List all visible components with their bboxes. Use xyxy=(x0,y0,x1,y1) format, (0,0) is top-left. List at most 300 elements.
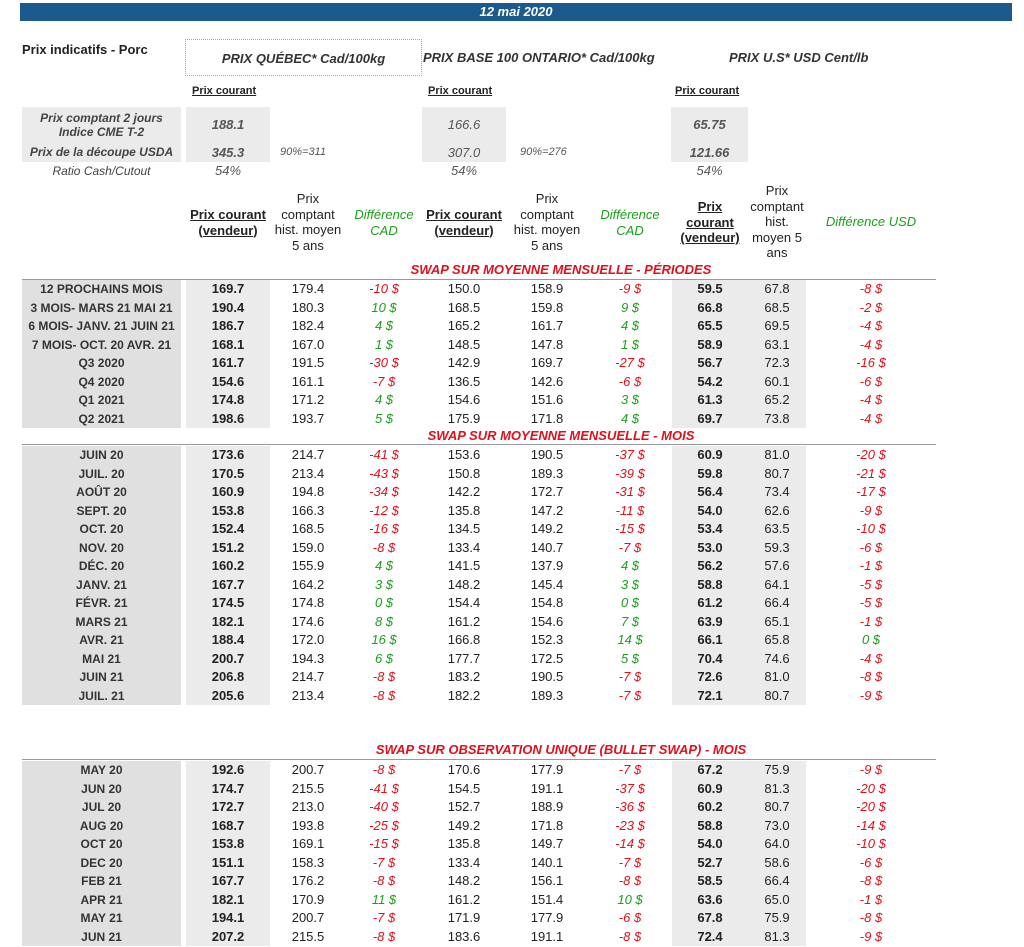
section1-cell: 158.9 xyxy=(530,281,564,296)
section1-cell: 167.0 xyxy=(291,336,325,352)
section1-row-label: 6 MOIS- JANV. 21 JUIN 21 xyxy=(28,319,175,333)
section3-cell: 200.7 xyxy=(291,762,325,777)
hdr-qc-diff: Différence CAD xyxy=(354,207,414,238)
market-quebec: PRIX QUÉBEC* Cad/100kg xyxy=(185,39,422,76)
section2-cell: 14 $ xyxy=(617,632,643,647)
section3-cell: 200.7 xyxy=(291,910,325,925)
section1-row-label: 7 MOIS- OCT. 20 AVR. 21 xyxy=(31,337,172,352)
section2-cell: -12 $ xyxy=(369,502,399,518)
section3-cell: 65.0 xyxy=(764,891,790,907)
section3-row-label: FEB 21 xyxy=(81,874,122,888)
section3-cell: 10 $ xyxy=(617,891,643,907)
section2-cell: 5 $ xyxy=(620,650,640,666)
section1-cell: 61.3 xyxy=(697,392,723,407)
section2-cell: 63.5 xyxy=(764,521,790,536)
section3-cell: 75.9 xyxy=(764,762,790,777)
section1-cell: 1 $ xyxy=(374,336,394,352)
section3-row-label: MAY 21 xyxy=(80,911,123,925)
section2-cell: 142.2 xyxy=(447,484,481,499)
section1-cell: 63.1 xyxy=(764,336,790,352)
section3-cell: 158.3 xyxy=(291,854,325,870)
section2-cell: 3 $ xyxy=(374,576,394,592)
section3-cell: 168.7 xyxy=(211,817,245,833)
section2-cell: -8 $ xyxy=(372,669,396,684)
section2-cell: -16 $ xyxy=(369,521,399,536)
section2-cell: 70.4 xyxy=(697,650,723,666)
section2-cell: 133.4 xyxy=(447,539,481,555)
section1-cell: -4 $ xyxy=(859,318,883,333)
section1-cell: 3 $ xyxy=(620,392,640,407)
section2-cell: 153.6 xyxy=(447,447,481,462)
section1-cell: 59.5 xyxy=(697,281,723,296)
section1-row-label: Q1 2021 xyxy=(78,393,125,407)
section2-cell: 16 $ xyxy=(371,632,397,647)
section2-cell: 59.8 xyxy=(697,465,723,481)
prix-courant-label-us: Prix courant xyxy=(675,85,740,97)
section3-cell: 154.5 xyxy=(447,780,481,796)
section1-cell: 9 $ xyxy=(620,299,640,315)
section3-cell: 156.1 xyxy=(530,873,564,888)
spot-us-cash: 65.75 xyxy=(693,117,726,132)
section1-cell: 142.9 xyxy=(447,355,481,370)
hdr-qc-pc: Prix courant (vendeur) xyxy=(190,207,266,238)
section3-cell: -6 $ xyxy=(618,910,642,925)
section3-cell: 63.6 xyxy=(697,891,723,907)
section2-cell: 72.6 xyxy=(697,669,723,684)
section1-cell: 190.4 xyxy=(211,299,245,315)
section3-cell: 72.4 xyxy=(697,928,723,944)
section3-cell: -8 $ xyxy=(372,928,396,944)
hdr-qc-hist: Prix comptant hist. moyen 5 ans xyxy=(274,191,342,253)
section3-cell: 183.6 xyxy=(447,928,481,944)
section3-cell: -9 $ xyxy=(859,762,883,777)
section3-cell: 192.6 xyxy=(211,762,245,777)
spot-label-4: Ratio Cash/Cutout xyxy=(52,164,151,178)
section3-cell: 170.6 xyxy=(447,762,481,777)
section3-row-label: OCT 20 xyxy=(80,837,123,851)
section1-cell: 60.1 xyxy=(764,373,790,389)
section1-cell: 182.4 xyxy=(291,318,325,333)
section2-cell: -8 $ xyxy=(859,669,883,684)
section2-cell: 200.7 xyxy=(211,650,245,666)
section2-row-label: JUIN 20 xyxy=(79,448,124,462)
section2-cell: 0 $ xyxy=(374,595,394,610)
section3-cell: -14 $ xyxy=(856,817,886,833)
section3-cell: 11 $ xyxy=(371,891,397,907)
section3-cell: -8 $ xyxy=(618,928,642,944)
divider xyxy=(22,444,936,445)
section3-cell: -9 $ xyxy=(859,928,883,944)
section2-cell: 159.0 xyxy=(291,539,325,555)
section1-cell: 198.6 xyxy=(211,410,245,426)
prix-courant-label-on: Prix courant xyxy=(428,85,493,97)
section3-cell: -8 $ xyxy=(859,873,883,888)
section1-cell: 169.7 xyxy=(530,355,564,370)
section2-cell: -8 $ xyxy=(372,539,396,555)
section2-cell: 57.6 xyxy=(764,558,790,573)
section3-cell: -40 $ xyxy=(369,799,399,814)
spot-qc-pct: 90%=311 xyxy=(280,146,326,158)
section3-row-label: APR 21 xyxy=(80,892,123,907)
section2-row-label: AOÛT 20 xyxy=(76,485,127,499)
section2-cell: 174.5 xyxy=(211,595,245,610)
hdr-us-hist: Prix comptant hist. moyen 5 ans xyxy=(750,183,804,260)
section3-cell: -25 $ xyxy=(369,817,399,833)
section2-cell: 214.7 xyxy=(291,447,325,462)
section3-cell: 58.5 xyxy=(697,873,723,888)
section2-cell: 4 $ xyxy=(374,558,394,573)
section2-cell: 80.7 xyxy=(764,687,790,703)
section1-cell: 69.7 xyxy=(697,410,723,426)
section2-cell: 168.5 xyxy=(291,521,325,536)
section2-cell: -11 $ xyxy=(615,502,645,518)
spot-on-cash: 166.6 xyxy=(447,117,481,132)
section1-cell: 68.5 xyxy=(764,299,790,315)
section1-cell: -4 $ xyxy=(859,410,883,426)
section1-cell: 5 $ xyxy=(374,410,394,426)
section2-cell: 53.4 xyxy=(697,521,723,536)
section2-cell: -7 $ xyxy=(618,669,642,684)
section2-row-label: MARS 21 xyxy=(75,614,128,629)
date-banner: 12 mai 2020 xyxy=(20,3,1012,21)
section3-cell: 215.5 xyxy=(291,780,325,796)
section1-cell: 72.3 xyxy=(764,355,790,370)
section2-row-label: JANV. 21 xyxy=(76,577,127,592)
section1-cell: 4 $ xyxy=(620,410,640,426)
section2-cell: 183.2 xyxy=(447,669,481,684)
section2-cell: 172.7 xyxy=(530,484,564,499)
section2-cell: -5 $ xyxy=(859,595,883,610)
section3-cell: 177.9 xyxy=(530,762,564,777)
section3-cell: 172.7 xyxy=(211,799,245,814)
section3-cell: 60.9 xyxy=(697,780,723,796)
section1-cell: 65.5 xyxy=(697,318,723,333)
section3-cell: -8 $ xyxy=(372,873,396,888)
section2-cell: 164.2 xyxy=(291,576,325,592)
section2-cell: -20 $ xyxy=(856,447,886,462)
section3-cell: 149.2 xyxy=(447,817,481,833)
section2-cell: 0 $ xyxy=(861,632,881,647)
section3-cell: 153.8 xyxy=(211,836,245,851)
section3-cell: -15 $ xyxy=(369,836,399,851)
section1-row-label: 3 MOIS- MARS 21 MAI 21 xyxy=(30,300,173,315)
section2-cell: 166.8 xyxy=(447,632,481,647)
section2-row-label: NOV. 20 xyxy=(79,540,124,555)
section2-cell: 134.5 xyxy=(447,521,481,536)
section3-row-label: JUN 20 xyxy=(81,781,122,796)
section2-cell: 135.8 xyxy=(447,502,481,518)
section1-cell: 168.1 xyxy=(211,336,245,352)
spot-on-pct: 90%=276 xyxy=(520,146,567,158)
section2-cell: 7 $ xyxy=(620,613,640,629)
section1-cell: 67.8 xyxy=(764,281,790,296)
section2-cell: 64.1 xyxy=(764,576,790,592)
section3-cell: 167.7 xyxy=(211,873,245,888)
section3-cell: 135.8 xyxy=(447,836,481,851)
section2-cell: 174.6 xyxy=(291,613,325,629)
section2-cell: 81.0 xyxy=(764,669,790,684)
section2-cell: 189.3 xyxy=(530,687,564,703)
section3-cell: 149.7 xyxy=(530,836,564,851)
section3-cell: 194.1 xyxy=(211,910,245,925)
section2-cell: 154.4 xyxy=(447,595,481,610)
section1-title: SWAP SUR MOYENNE MENSUELLE - PÉRIODES xyxy=(410,262,712,277)
section1-cell: 73.8 xyxy=(764,410,790,426)
section2-cell: -43 $ xyxy=(369,465,399,481)
section1-cell: 54.2 xyxy=(697,373,723,389)
section2-cell: 145.4 xyxy=(530,576,564,592)
section2-cell: 154.6 xyxy=(530,613,564,629)
section3-cell: 140.1 xyxy=(530,854,564,870)
section1-cell: 150.0 xyxy=(447,281,481,296)
section3-cell: 133.4 xyxy=(447,854,481,870)
section2-cell: -5 $ xyxy=(859,576,883,592)
section2-cell: 4 $ xyxy=(620,558,640,573)
section3-cell: -8 $ xyxy=(859,910,883,925)
section2-cell: 141.5 xyxy=(447,558,481,573)
hdr-on-diff: Différence CAD xyxy=(600,207,660,238)
section1-row-label: Q2 2021 xyxy=(78,411,125,426)
section3-cell: 171.9 xyxy=(447,910,481,925)
section3-cell: 67.2 xyxy=(697,762,723,777)
section3-cell: 81.3 xyxy=(764,780,790,796)
section2-cell: -34 $ xyxy=(369,484,399,499)
section3-cell: 161.2 xyxy=(447,891,481,907)
section2-cell: 8 $ xyxy=(374,613,394,629)
spot-on-cutout: 307.0 xyxy=(447,145,481,160)
section3-cell: 67.8 xyxy=(697,910,723,925)
section2-cell: 3 $ xyxy=(620,576,640,592)
section2-cell: 66.1 xyxy=(697,632,723,647)
section3-cell: 73.0 xyxy=(764,817,790,833)
section3-cell: 151.4 xyxy=(530,891,564,907)
section2-cell: 194.3 xyxy=(291,650,325,666)
section3-cell: -1 $ xyxy=(859,891,883,907)
section2-cell: 53.0 xyxy=(697,539,723,555)
section2-cell: 56.4 xyxy=(697,484,723,499)
spot-qc-ratio: 54% xyxy=(214,163,242,178)
section1-cell: 10 $ xyxy=(371,299,397,315)
section3-cell: 182.1 xyxy=(211,891,245,907)
section2-cell: -31 $ xyxy=(615,484,645,499)
section1-cell: 191.5 xyxy=(291,355,325,370)
section2-cell: 147.2 xyxy=(530,502,564,518)
section2-cell: -15 $ xyxy=(615,521,645,536)
section3-cell: 191.1 xyxy=(530,928,564,944)
section2-cell: -6 $ xyxy=(859,539,883,555)
section2-cell: 205.6 xyxy=(211,687,245,703)
section1-cell: 1 $ xyxy=(620,336,640,352)
section3-cell: 80.7 xyxy=(764,799,790,814)
section3-cell: -8 $ xyxy=(372,762,396,777)
section2-cell: 73.4 xyxy=(764,484,790,499)
section1-cell: 148.5 xyxy=(447,336,481,352)
section3-cell: -7 $ xyxy=(618,762,642,777)
section2-cell: 140.7 xyxy=(530,539,564,555)
section1-cell: 136.5 xyxy=(447,373,481,389)
section2-cell: 6 $ xyxy=(374,650,394,666)
section2-cell: -9 $ xyxy=(859,502,883,518)
section2-cell: 63.9 xyxy=(697,613,723,629)
section2-cell: 56.2 xyxy=(697,558,723,573)
section3-cell: 64.0 xyxy=(764,836,790,851)
section2-cell: 190.5 xyxy=(530,447,564,462)
section1-cell: 56.7 xyxy=(697,355,723,370)
section3-cell: 188.9 xyxy=(530,799,564,814)
section3-cell: 52.7 xyxy=(697,854,723,870)
section1-cell: 4 $ xyxy=(620,318,640,333)
section1-cell: 180.3 xyxy=(291,299,325,315)
spot-qc-cash: 188.1 xyxy=(211,117,245,132)
section2-cell: -41 $ xyxy=(369,447,399,462)
section1-cell: -16 $ xyxy=(856,355,886,370)
section1-cell: 171.2 xyxy=(291,392,325,407)
section1-cell: -4 $ xyxy=(859,392,883,407)
hdr-on-pc: Prix courant (vendeur) xyxy=(426,207,502,238)
section1-cell: -6 $ xyxy=(859,373,883,389)
section1-cell: 159.8 xyxy=(530,299,564,315)
section2-cell: 148.2 xyxy=(447,576,481,592)
section1-cell: 186.7 xyxy=(211,318,245,333)
section2-row-label: OCT. 20 xyxy=(79,522,124,536)
section3-title: SWAP SUR OBSERVATION UNIQUE (BULLET SWAP) - MOIS xyxy=(375,742,747,757)
section1-cell: 174.8 xyxy=(211,392,245,407)
section2-cell: -7 $ xyxy=(618,687,642,703)
section2-cell: 152.3 xyxy=(530,632,564,647)
divider xyxy=(22,759,936,760)
spot-us-cutout: 121.66 xyxy=(689,145,730,160)
prix-courant-label-qc: Prix courant xyxy=(192,85,257,97)
section3-cell: -6 $ xyxy=(859,854,883,870)
section1-cell: 169.7 xyxy=(211,281,245,296)
section1-cell: 168.5 xyxy=(447,299,481,315)
section3-row-label: JUL 20 xyxy=(81,800,122,814)
section2-cell: 152.4 xyxy=(211,521,245,536)
section3-cell: 60.2 xyxy=(697,799,723,814)
section2-cell: 173.6 xyxy=(211,447,245,462)
market-us: PRIX U.S* USD Cent/lb xyxy=(729,50,869,65)
section2-cell: 153.8 xyxy=(211,502,245,518)
section3-cell: 177.9 xyxy=(530,910,564,925)
section2-cell: 80.7 xyxy=(764,465,790,481)
section2-cell: 151.2 xyxy=(211,539,245,555)
section1-cell: 66.8 xyxy=(697,299,723,315)
section2-cell: 61.2 xyxy=(697,595,723,610)
section2-cell: 206.8 xyxy=(211,669,245,684)
section2-cell: 166.3 xyxy=(291,502,325,518)
section2-cell: 189.3 xyxy=(530,465,564,481)
section2-cell: 65.1 xyxy=(764,613,790,629)
section2-cell: 0 $ xyxy=(620,595,640,610)
section3-cell: 170.9 xyxy=(291,891,325,907)
market-ontario: PRIX BASE 100 ONTARIO* Cad/100kg xyxy=(423,50,655,65)
section2-cell: -17 $ xyxy=(856,484,886,499)
spot-us-ratio: 54% xyxy=(696,163,723,178)
section1-cell: 154.6 xyxy=(447,392,481,407)
section3-row-label: DEC 20 xyxy=(80,855,123,870)
section2-cell: -4 $ xyxy=(859,650,883,666)
section3-cell: -36 $ xyxy=(615,799,645,814)
section1-cell: -6 $ xyxy=(618,373,642,389)
section1-cell: 165.2 xyxy=(447,318,481,333)
section3-row-label: JUN 21 xyxy=(81,929,122,944)
section2-row-label: FÉVR. 21 xyxy=(75,596,128,610)
section2-cell: 65.8 xyxy=(764,632,790,647)
section3-cell: -41 $ xyxy=(369,780,399,796)
section1-cell: 151.6 xyxy=(530,392,564,407)
section3-cell: 171.8 xyxy=(530,817,564,833)
section3-cell: 191.1 xyxy=(530,780,564,796)
section2-cell: 182.2 xyxy=(447,687,481,703)
section2-cell: 172.5 xyxy=(530,650,564,666)
section2-cell: 59.3 xyxy=(764,539,790,555)
section3-cell: 54.0 xyxy=(697,836,723,851)
section2-row-label: JUIN 21 xyxy=(79,670,124,684)
section2-cell: 74.6 xyxy=(764,650,790,666)
section3-cell: 66.4 xyxy=(764,873,790,888)
spot-on-ratio: 54% xyxy=(450,163,478,178)
section1-cell: 4 $ xyxy=(374,392,394,407)
section1-row-label: Q4 2020 xyxy=(78,374,125,389)
section2-cell: -1 $ xyxy=(859,613,883,629)
section2-cell: 58.8 xyxy=(697,576,723,592)
section3-cell: -7 $ xyxy=(372,910,396,925)
section1-cell: -7 $ xyxy=(372,373,396,389)
section2-cell: 213.4 xyxy=(291,465,325,481)
section3-cell: 176.2 xyxy=(291,873,325,888)
section3-row-label: MAY 20 xyxy=(80,763,123,777)
section2-cell: 188.4 xyxy=(211,632,245,647)
section2-row-label: JUIL. 21 xyxy=(78,688,125,703)
section2-cell: 60.9 xyxy=(697,447,723,462)
section2-cell: -8 $ xyxy=(372,687,396,703)
section3-cell: 207.2 xyxy=(211,928,245,944)
section1-cell: 58.9 xyxy=(697,336,723,352)
section1-cell: 142.6 xyxy=(530,373,564,389)
section1-cell: 161.7 xyxy=(211,355,245,370)
section3-cell: -14 $ xyxy=(615,836,645,851)
section2-row-label: MAI 21 xyxy=(82,651,121,666)
section3-cell: -10 $ xyxy=(856,836,886,851)
section3-cell: 151.1 xyxy=(211,854,245,870)
section2-cell: 160.2 xyxy=(211,558,245,573)
section2-cell: 190.5 xyxy=(530,669,564,684)
section1-cell: -30 $ xyxy=(369,355,399,370)
section2-row-label: DÉC. 20 xyxy=(78,559,125,573)
section3-cell: 81.3 xyxy=(764,928,790,944)
section3-cell: -20 $ xyxy=(856,780,886,796)
section2-cell: 149.2 xyxy=(530,521,564,536)
section2-cell: 54.0 xyxy=(697,502,723,518)
section3-cell: -7 $ xyxy=(372,854,396,870)
section1-cell: 161.1 xyxy=(291,373,325,389)
section2-cell: 160.9 xyxy=(211,484,245,499)
section2-cell: 62.6 xyxy=(764,502,790,518)
section1-cell: -27 $ xyxy=(615,355,645,370)
section2-cell: 161.2 xyxy=(447,613,481,629)
section3-cell: 75.9 xyxy=(764,910,790,925)
section1-cell: 154.6 xyxy=(211,373,245,389)
section2-cell: 155.9 xyxy=(291,558,325,573)
section2-cell: -21 $ xyxy=(856,465,886,481)
page-title: Prix indicatifs - Porc xyxy=(22,42,148,57)
section2-row-label: SEPT. 20 xyxy=(76,503,127,518)
section2-cell: 137.9 xyxy=(530,558,564,573)
section3-cell: -7 $ xyxy=(618,854,642,870)
section1-cell: -9 $ xyxy=(618,281,642,296)
section3-cell: -8 $ xyxy=(618,873,642,888)
section3-cell: -20 $ xyxy=(856,799,886,814)
